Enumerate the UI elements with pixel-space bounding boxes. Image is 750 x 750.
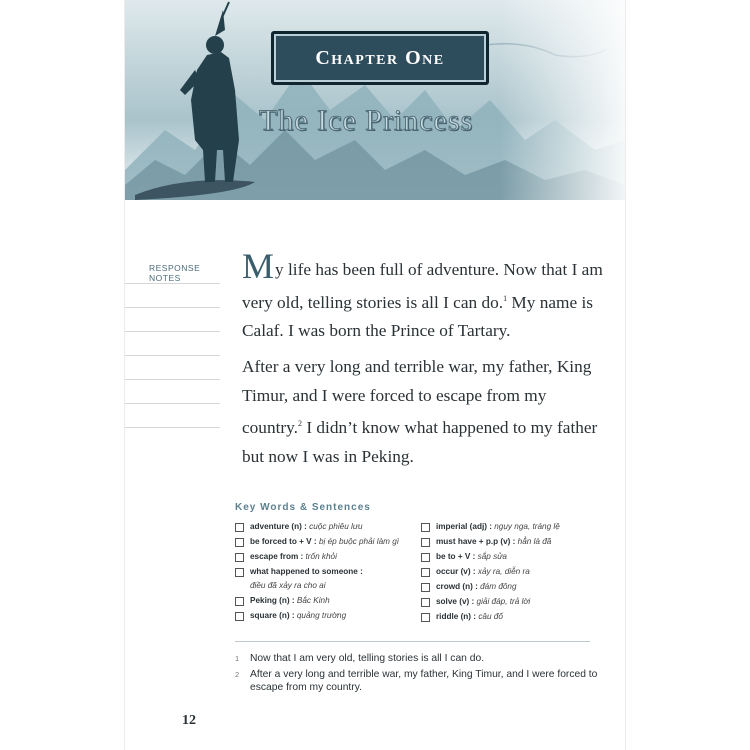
key-word-item <box>421 595 596 609</box>
footnote-number: 1 <box>235 654 240 663</box>
footnote <box>235 668 600 694</box>
key-word-definition: câu đố <box>478 612 503 621</box>
book-page <box>125 0 625 750</box>
checkbox[interactable] <box>235 553 244 562</box>
drop-cap: M <box>242 246 275 286</box>
key-word-definition: trốn khỏi <box>305 552 337 561</box>
key-word-term: crowd (n) : <box>436 582 478 591</box>
checkbox[interactable] <box>235 568 244 577</box>
key-word-item <box>421 535 596 549</box>
key-word-item <box>235 550 405 564</box>
footnote-number: 2 <box>235 670 240 679</box>
key-word-item <box>235 594 405 608</box>
chapter-label: Chapter One <box>315 46 445 69</box>
footnote-ref-1: 1 <box>503 293 508 303</box>
story-paragraph-2-text: After a very long and terrible war, my father, King Timur, and I were forced to escape from my country. <box>242 357 592 438</box>
key-word-term: Peking (n) : <box>250 596 295 605</box>
checkbox[interactable] <box>421 568 430 577</box>
story-paragraph-1-end: My name is Calaf. I was born the Prince of Tartary. <box>242 292 594 340</box>
chapter-title: The Ice Princess <box>259 104 474 137</box>
key-word-term: square (n) : <box>250 611 295 620</box>
checkbox[interactable] <box>421 538 430 547</box>
key-word-definition: bị ép buộc phải làm gì <box>318 537 400 546</box>
note-line <box>125 427 220 428</box>
checkbox[interactable] <box>421 523 430 532</box>
checkbox[interactable] <box>421 598 430 607</box>
footnote-text: Now that I am very old, telling stories is all I can do. <box>250 653 485 664</box>
key-word-definition: hẳn là đã <box>517 537 552 546</box>
checkbox[interactable] <box>235 612 244 621</box>
page-number: 12 <box>182 713 196 728</box>
footnote-ref-2: 2 <box>298 419 302 429</box>
response-notes-lines <box>125 283 220 451</box>
key-word-definition: quảng trường <box>296 611 347 620</box>
key-word-item <box>235 609 405 623</box>
response-notes-label: RESPONSE NOTES <box>149 263 201 283</box>
key-word-definition: xảy ra, diễn ra <box>477 567 530 576</box>
note-line <box>125 403 220 404</box>
story-text <box>242 246 607 479</box>
footnotes <box>235 652 600 697</box>
note-line <box>125 331 220 332</box>
chapter-banner-illustration <box>125 0 625 200</box>
checkbox[interactable] <box>235 597 244 606</box>
key-word-item <box>421 610 596 624</box>
checkbox[interactable] <box>421 553 430 562</box>
key-words-title: Key Words & Sentences <box>235 502 371 513</box>
footnote <box>235 652 600 665</box>
mountain-landscape-illustration <box>125 0 625 200</box>
key-word-term: occur (v) : <box>436 567 476 576</box>
key-word-term: be forced to + V : <box>250 537 317 546</box>
story-paragraph-2-end: I didn’t know what happened to my father but now I was in Peking. <box>242 418 598 466</box>
key-word-item <box>421 565 596 579</box>
key-word-item <box>235 535 405 549</box>
checkbox[interactable] <box>235 523 244 532</box>
note-line <box>125 307 220 308</box>
key-word-item <box>235 565 405 593</box>
story-paragraph-1-text: y life has been full of adventure. Now that I am very old, telling stories is all I can do. <box>242 260 603 312</box>
key-word-term: imperial (adj) : <box>436 522 492 531</box>
key-word-definition: sắp sửa <box>477 552 507 561</box>
key-word-item <box>421 580 596 594</box>
key-word-item <box>235 520 405 534</box>
key-word-term: be to + V : <box>436 552 476 561</box>
footnote-divider <box>235 641 590 642</box>
story-paragraph-2 <box>242 353 607 471</box>
key-word-definition: Bắc Kinh <box>296 596 330 605</box>
key-word-term: escape from : <box>250 552 304 561</box>
story-paragraph-1 <box>242 246 607 345</box>
chapter-label-box <box>271 31 489 85</box>
key-word-term: solve (v) : <box>436 597 475 606</box>
key-word-definition: đám đông <box>480 582 517 591</box>
key-word-term: must have + p.p (v) : <box>436 537 516 546</box>
note-line <box>125 355 220 356</box>
key-words-right-column <box>421 520 596 625</box>
checkbox[interactable] <box>421 613 430 622</box>
checkbox[interactable] <box>421 583 430 592</box>
footnote-text: After a very long and terrible war, my father, King Timur, and I were forced to escape from my country. <box>250 669 598 693</box>
key-word-term: riddle (n) : <box>436 612 477 621</box>
key-word-definition: cuộc phiêu lưu <box>309 522 363 531</box>
note-line <box>125 379 220 380</box>
key-word-term: adventure (n) : <box>250 522 307 531</box>
key-word-item <box>421 550 596 564</box>
checkbox[interactable] <box>235 538 244 547</box>
key-word-definition: điều đã xảy ra cho ai <box>250 581 326 590</box>
key-word-definition: ngụy nga, tráng lệ <box>494 522 560 531</box>
note-line <box>125 283 220 284</box>
key-words-left-column <box>235 520 405 624</box>
key-word-item <box>421 520 596 534</box>
key-word-definition: giải đáp, trả lời <box>476 597 531 606</box>
key-word-term: what happened to someone : <box>250 567 363 576</box>
